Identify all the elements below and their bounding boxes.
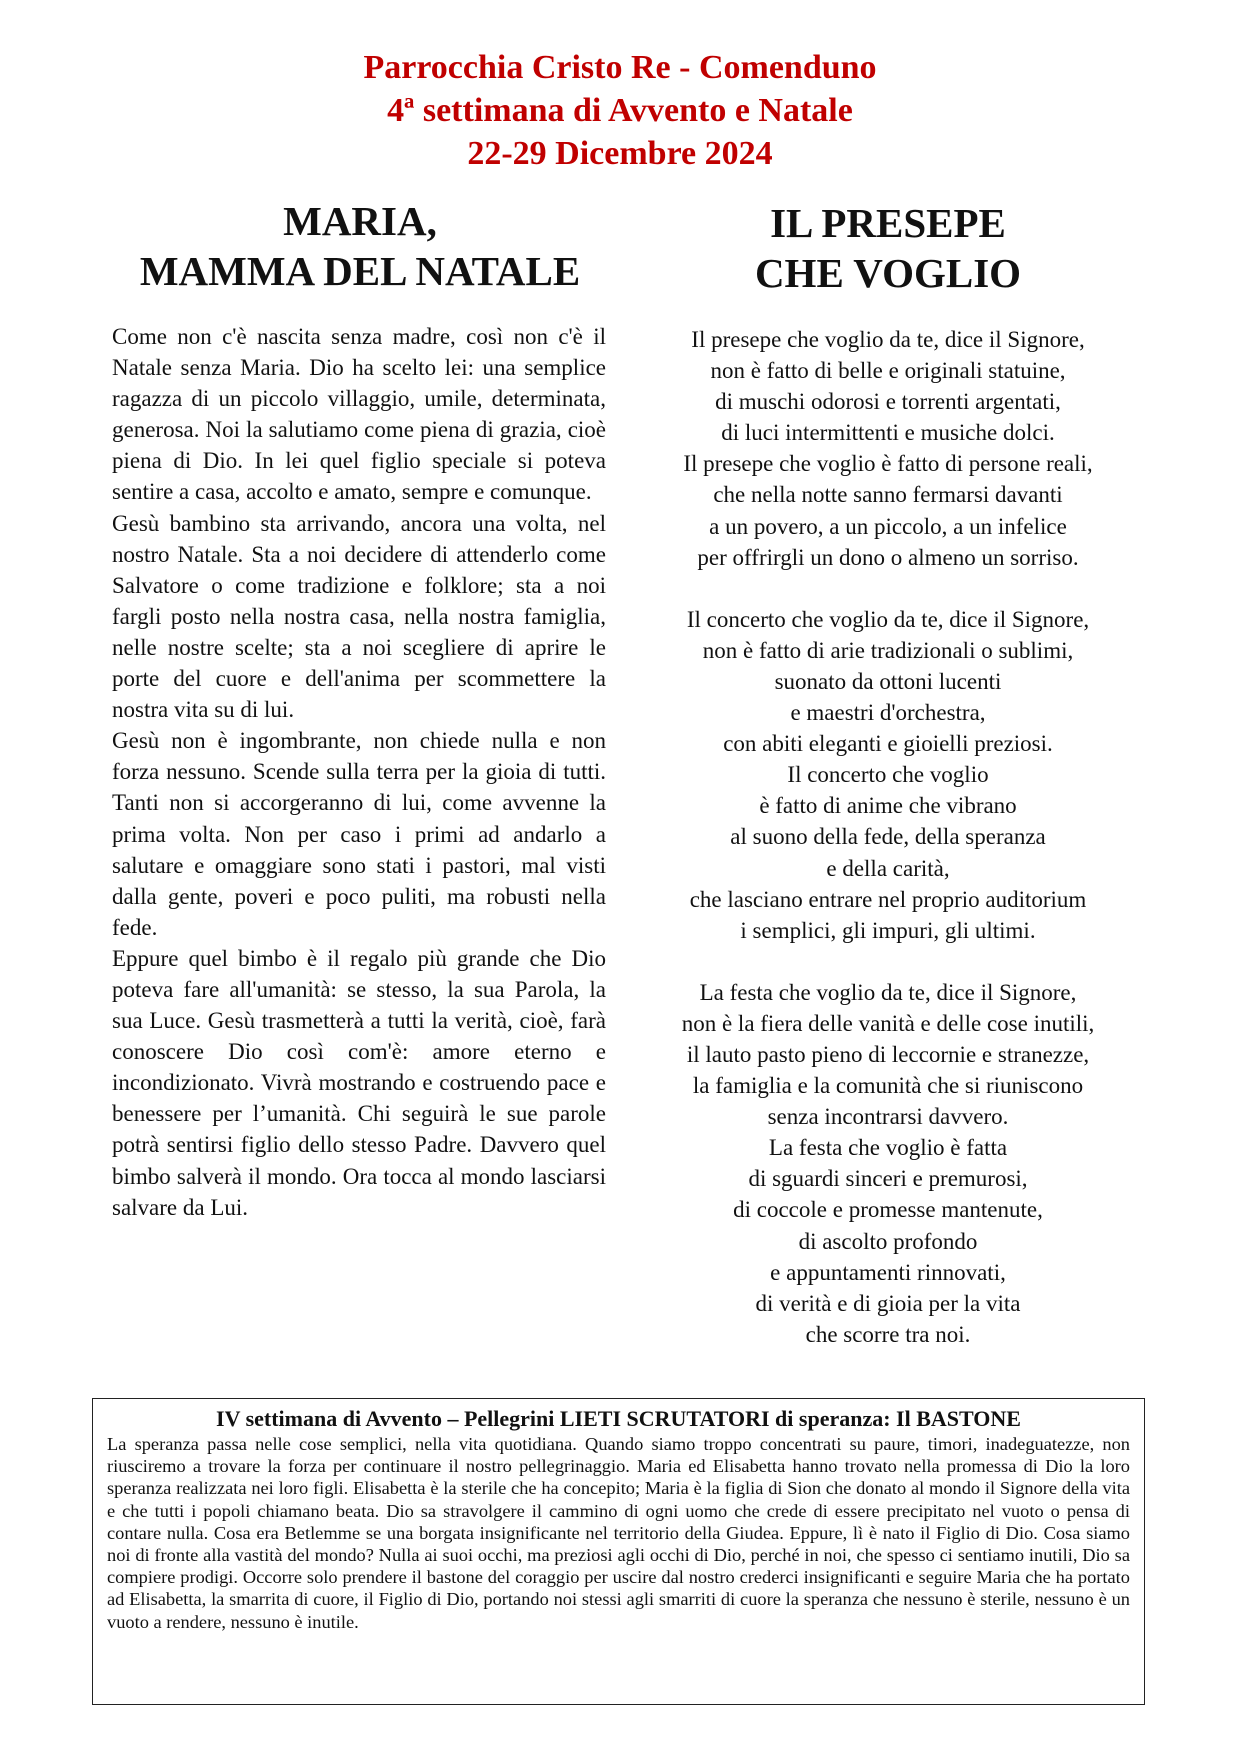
poem-line: Il presepe che voglio da te, dice il Signore, <box>691 327 1085 352</box>
poem-line: non è fatto di arie tradizionali o sublimi, <box>702 637 1074 663</box>
poem-line: che nella notte sanno fermarsi davanti <box>713 482 1063 508</box>
box-text: La speranza passa nelle cose semplici, nella vita quotidiana. Quando siamo troppo concentrati su paure, timori, inadeguatezze, non riusciremo a trovare la forza per continuare il nostro pellegrinaggio. Maria ed Elisabetta hanno trovato nella promessa di Dio la loro speranza realizzata nei loro figli. Elisabetta è la sterile che ha concepito; Maria è la figlia di Sion che donato al mondo il Signore della vita e che tutti i popoli chiamano beata. Dio sa stravolgere il cammino di ogni uomo che crede di essere precipitato nel vuoto o pensa di contare nulla. Cosa era Betlemme se una borgata insignificante nel territorio della Giudea. Eppure, lì è nato il Figlio di Dio. Cosa siamo noi di fronte alla vastità del mondo? Nulla ai suoi occhi, ma preziosi agli occhi di Dio, perché in noi, che spesso ci sentiamo inutili, Dio sa compiere prodigi. Occorre solo prendere il bastone del coraggio per uscire dal nostro crederci insignificanti e seguire Maria che ha portato ad Elisabetta, la smarrita di cuore, il Figlio di Dio, portando noi stessi agli smarriti di cuore la speranza che nessuno è sterile, nessuno è un vuoto a rendere, nessuno è inutile. <box>107 1434 1130 1632</box>
right-title-line1: IL PRESEPE <box>770 200 1006 246</box>
left-paragraph: Come non c'è nascita senza madre, così non c'è il Natale senza Maria. Dio ha scelto lei: una semplice ragazza di un piccolo villaggio, umile, determinata, generosa. Noi la salutiamo come piena di grazia, cioè piena di Dio. In lei quel figlio speciale si poteva sentire a casa, accolto e amato, sempre e comunque. <box>112 324 606 505</box>
left-paragraph: Eppure quel bimbo è il regalo più grande che Dio poteva fare all'umanità: se stesso, la sua Parola, la sua Luce. Gesù trasmetterà a tutti la verità, cioè, farà conoscere Dio così com'è: amore eterno e incondizionato. Vivrà mostrando e costruendo pace e benessere per l’umanità. Chi seguirà le sue parole potrà sentirsi figlio dello stesso Padre. Davvero quel bimbo salverà il mondo. Ora tocca al mondo lasciarsi salvare da Lui. <box>112 945 606 1220</box>
poem-line: di verità e di gioia per la vita <box>755 1290 1021 1316</box>
poem-line: di coccole e promesse mantenute, <box>733 1197 1043 1223</box>
poem-line: a un povero, a un piccolo, a un infelice <box>709 513 1067 539</box>
poem-line: i semplici, gli impuri, gli ultimi. <box>740 917 1036 943</box>
left-paragraph: Gesù bambino sta arrivando, ancora una volta, nel nostro Natale. Sta a noi decidere di attenderlo come Salvatore o come tradizione e folklore; sta a noi fargli posto nella nostra casa, nella nostra famiglia, nelle nostre scelte; sta a noi scegliere di aprire le porte del cuore e dell'anima per scommettere la nostra vita su di lui. <box>112 510 606 723</box>
parish-name: Parrocchia Cristo Re - Comenduno <box>363 49 877 86</box>
left-paragraph: Gesù non è ingombrante, non chiede nulla e non forza nessuno. Scende sulla terra per la gioia di tutti. Tanti non si accorgeranno di lui, come avvenne la prima volta. Non per caso i primi ad andarlo a salutare e omaggiare sono stati i pastori, mal visti dalla gente, poveri e poco puliti, ma robusti nella fede. <box>112 728 606 940</box>
poem-line: senza incontrarsi davvero. <box>767 1104 1009 1130</box>
left-article-body <box>112 321 606 1223</box>
parish-header <box>0 46 1240 175</box>
poem-line: è fatto di anime che vibrano <box>759 793 1017 819</box>
poem-line: al suono della fede, della speranza <box>730 824 1046 850</box>
left-title-line2: MAMMA DEL NATALE <box>139 248 581 294</box>
left-title-line1: MARIA, <box>283 198 437 244</box>
poem-line: non è la fiera delle vanità e delle cose inutili, <box>681 1010 1095 1036</box>
poem-line: per offrirgli un dono o almeno un sorriso. <box>697 544 1079 570</box>
poem-stanza <box>630 324 1146 573</box>
box-title: IV settimana di Avvento – Pellegrini LIETI SCRUTATORI di speranza: Il BASTONE <box>216 1406 1021 1431</box>
poem-line: con abiti eleganti e gioielli preziosi. <box>723 731 1053 757</box>
poem-line: non è fatto di belle e originali statuine, <box>710 358 1066 384</box>
right-title-line2: CHE VOGLIO <box>754 250 1022 296</box>
poem-line: Il presepe che voglio è fatto di persone reali, <box>683 451 1093 477</box>
poem-line: e della carità, <box>826 855 950 881</box>
poem-line: il lauto pasto pieno di leccornie e stranezze, <box>686 1041 1090 1067</box>
right-article-title <box>640 198 1136 298</box>
poem-line: che lasciano entrare nel proprio auditorium <box>689 886 1087 912</box>
poem-body <box>630 324 1146 1381</box>
poem-line: e maestri d'orchestra, <box>790 700 986 726</box>
week-title: 4ª settimana di Avvento e Natale <box>387 92 853 129</box>
poem-line: La festa che voglio da te, dice il Signore, <box>699 979 1077 1005</box>
date-range: 22-29 Dicembre 2024 <box>467 135 773 172</box>
poem-line: di ascolto profondo <box>798 1228 978 1254</box>
poem-line: La festa che voglio è fatta <box>768 1135 1008 1161</box>
advent-reflection-box <box>92 1398 1145 1705</box>
poem-line: di luci intermittenti e musiche dolci. <box>721 420 1055 446</box>
poem-stanza <box>630 977 1146 1350</box>
poem-line: suonato da ottoni lucenti <box>774 668 1002 694</box>
poem-line: che scorre tra noi. <box>805 1321 971 1347</box>
poem-line: la famiglia e la comunità che si riuniscono <box>692 1073 1084 1099</box>
left-article-title <box>112 196 608 296</box>
poem-line: Il concerto che voglio da te, dice il Signore, <box>686 606 1090 632</box>
poem-line: e appuntamenti rinnovati, <box>770 1259 1006 1285</box>
poem-line: di sguardi sinceri e premurosi, <box>748 1166 1028 1192</box>
poem-line: Il concerto che voglio <box>787 762 989 788</box>
poem-stanza <box>630 604 1146 946</box>
poem-line: di muschi odorosi e torrenti argentati, <box>715 389 1061 415</box>
